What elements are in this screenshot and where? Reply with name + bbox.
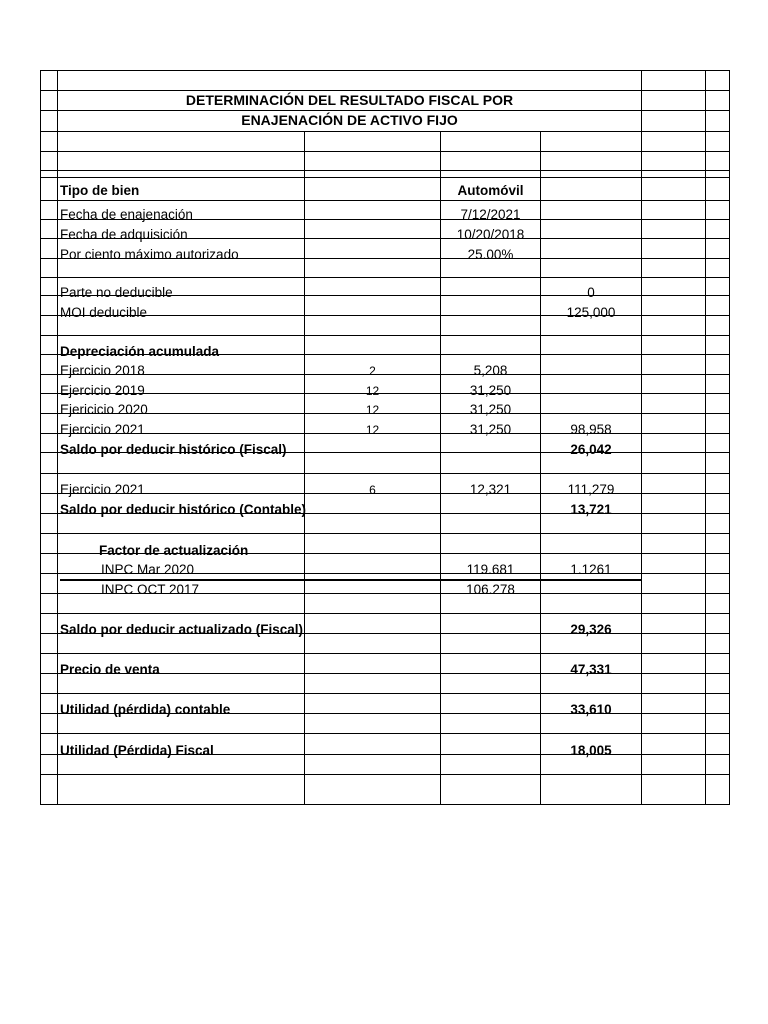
grid-line	[40, 70, 730, 71]
grid-line	[40, 473, 730, 474]
grid-line	[40, 653, 730, 654]
ejercicio-meses: 2	[369, 364, 376, 378]
precio-venta-value: 47,331	[570, 662, 612, 677]
grid-line	[40, 733, 730, 734]
depreciacion-total: 98,958	[570, 422, 612, 437]
saldo-fiscal-value: 26,042	[570, 442, 612, 457]
inpc-1-label: INPC Mar 2020	[101, 562, 195, 577]
ejercicio-label: Ejericicio 2020	[60, 402, 148, 417]
ejercicio-monto: 31,250	[469, 422, 512, 437]
ejercicio-contable-label: Ejercicio 2021	[60, 482, 145, 497]
fecha-adquisicion-value: 10/20/2018	[456, 227, 525, 242]
grid-line	[40, 774, 730, 775]
utilidad-contable-value: 33,610	[570, 702, 612, 717]
sheet-title-line-2: ENAJENACIÓN DE ACTIVO FIJO	[241, 112, 458, 128]
saldo-actualizado-value: 29,326	[570, 622, 612, 637]
ejercicio-label: Ejercicio 2018	[60, 363, 145, 378]
grid-line	[40, 170, 730, 171]
utilidad-fiscal-label: Utilidad (Pérdida) Fiscal	[60, 743, 214, 758]
por-ciento-label: Por ciento máximo autorizado	[60, 247, 239, 262]
factor-heading: Factor de actualización	[99, 543, 249, 558]
ejercicio-meses: 12	[365, 403, 380, 417]
ejercicio-contable-monto: 12,321	[469, 482, 512, 497]
saldo-actualizado-label: Saldo por deducir actualizado (Fiscal)	[60, 622, 304, 637]
parte-no-deducible-value: 0	[587, 285, 595, 300]
grid-line	[40, 177, 730, 178]
fecha-adquisicion-label: Fecha de adquisición	[60, 227, 188, 242]
grid-line	[40, 804, 730, 805]
por-ciento-value: 25.00%	[467, 247, 514, 262]
depreciacion-heading: Depreciación acumulada	[60, 344, 220, 359]
inpc-2-label: INPC OCT 2017	[101, 582, 200, 597]
tipo-de-bien-label: Tipo de bien	[60, 183, 140, 198]
sheet-title-line-1: DETERMINACIÓN DEL RESULTADO FISCAL POR	[185, 92, 514, 108]
moi-deducible-value: 125,000	[566, 305, 616, 320]
utilidad-contable-label: Utilidad (pérdida) contable	[60, 702, 231, 717]
saldo-fiscal-label: Saldo por deducir histórico (Fiscal)	[60, 442, 287, 457]
inpc-1-value: 119.681	[466, 562, 515, 577]
ejercicio-contable-total: 111,279	[567, 482, 615, 497]
grid-line	[40, 131, 730, 132]
moi-deducible-label: MOI deducible	[60, 305, 148, 320]
parte-no-deducible-label: Parte no deducible	[60, 285, 173, 300]
grid-line	[40, 151, 730, 152]
ejercicio-meses: 12	[365, 384, 380, 398]
saldo-contable-label: Saldo por deducir histórico (Contable)	[60, 502, 307, 517]
fecha-enajenacion-value: 7/12/2021	[460, 207, 521, 222]
ejercicio-meses: 12	[365, 423, 380, 437]
grid-line	[40, 335, 730, 336]
grid-line	[40, 533, 730, 534]
ejercicio-contable-meses: 6	[369, 483, 376, 497]
spreadsheet	[40, 70, 730, 804]
ejercicio-label: Ejercicio 2021	[60, 422, 145, 437]
tipo-de-bien-value: Automóvil	[457, 183, 524, 198]
grid-line	[40, 200, 730, 201]
grid-line	[304, 131, 305, 804]
ejercicio-monto: 5,208	[473, 363, 508, 378]
saldo-contable-value: 13,721	[570, 502, 612, 517]
inpc-2-value: 106.278	[466, 582, 515, 597]
ejercicio-monto: 31,250	[469, 383, 512, 398]
factor-value: 1.1261	[570, 562, 612, 577]
utilidad-fiscal-value: 18,005	[570, 743, 612, 758]
precio-venta-label: Precio de venta	[60, 662, 160, 677]
grid-line	[40, 277, 730, 278]
fecha-enajenacion-label: Fecha de enajenación	[60, 207, 193, 222]
grid-line	[40, 613, 730, 614]
ejercicio-label: Ejercicio 2019	[60, 383, 145, 398]
ejercicio-monto: 31,250	[469, 402, 512, 417]
grid-line	[40, 693, 730, 694]
